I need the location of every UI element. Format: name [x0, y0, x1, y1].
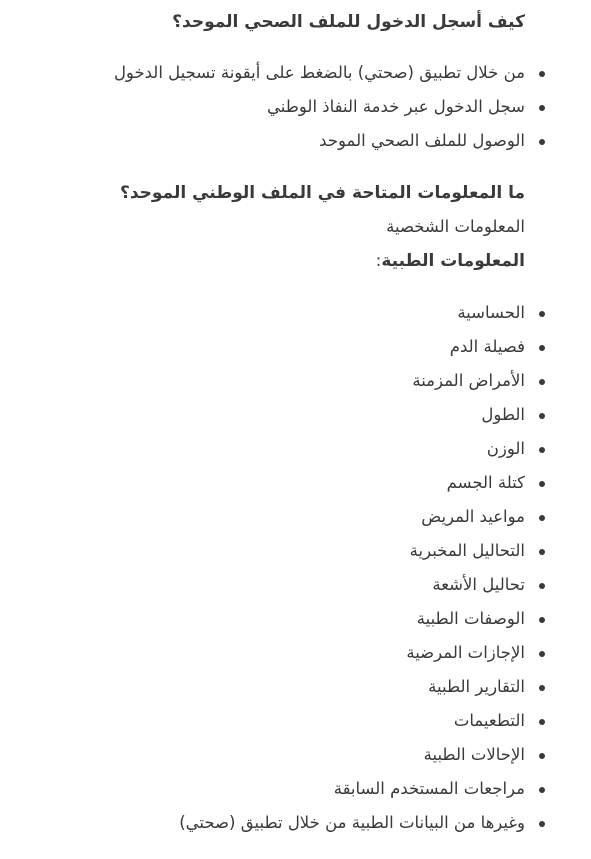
bullet-icon: [539, 685, 545, 691]
bullet-icon: [539, 719, 545, 725]
list-item: الوصول للملف الصحي الموحد: [0, 124, 525, 158]
list-item: الأمراض المزمنة: [0, 364, 525, 398]
bullet-icon: [539, 481, 545, 487]
bullet-icon: [539, 413, 545, 419]
bullet-icon: [539, 651, 545, 657]
list-item: الطول: [0, 398, 525, 432]
bullet-icon: [539, 787, 545, 793]
login-heading: كيف أسجل الدخول للملف الصحي الموحد؟: [172, 12, 525, 32]
bullet-icon: [539, 447, 545, 453]
list-item: سجل الدخول عبر خدمة النفاذ الوطني: [0, 90, 525, 124]
login-steps-list: [0, 56, 525, 158]
medical-info-list: [0, 296, 525, 840]
list-item: فصيلة الدم: [0, 330, 525, 364]
bullet-icon: [539, 311, 545, 317]
bullet-icon: [539, 345, 545, 351]
bullet-icon: [539, 515, 545, 521]
list-item: التطعيمات: [0, 704, 525, 738]
bullet-icon: [539, 617, 545, 623]
list-item: التقارير الطبية: [0, 670, 525, 704]
list-item: وغيرها من البيانات الطبية من خلال تطبيق (صحتي): [0, 806, 525, 840]
bullet-icon: [539, 753, 545, 759]
list-item: الوصفات الطبية: [0, 602, 525, 636]
list-item: مواعيد المريض: [0, 500, 525, 534]
list-item: التحاليل المخبرية: [0, 534, 525, 568]
list-item: الإجازات المرضية: [0, 636, 525, 670]
bullet-icon: [539, 105, 545, 111]
bullet-icon: [539, 821, 545, 827]
list-item: الحساسية: [0, 296, 525, 330]
list-item: تحاليل الأشعة: [0, 568, 525, 602]
bullet-icon: [539, 71, 545, 77]
medical-info-label: المعلومات الطبية:: [375, 251, 525, 271]
list-item: كتلة الجسم: [0, 466, 525, 500]
list-item: من خلال تطبيق (صحتي) بالضغط على أيقونة تسجيل الدخول: [0, 56, 525, 90]
list-item: الوزن: [0, 432, 525, 466]
bullet-icon: [539, 139, 545, 145]
bullet-icon: [539, 379, 545, 385]
personal-info-text: المعلومات الشخصية: [386, 217, 525, 236]
available-info-heading: ما المعلومات المتاحة في الملف الوطني الموحد؟: [119, 183, 525, 203]
list-item: الإحالات الطبية: [0, 738, 525, 772]
bullet-icon: [539, 583, 545, 589]
bullet-icon: [539, 549, 545, 555]
list-item: مراجعات المستخدم السابقة: [0, 772, 525, 806]
